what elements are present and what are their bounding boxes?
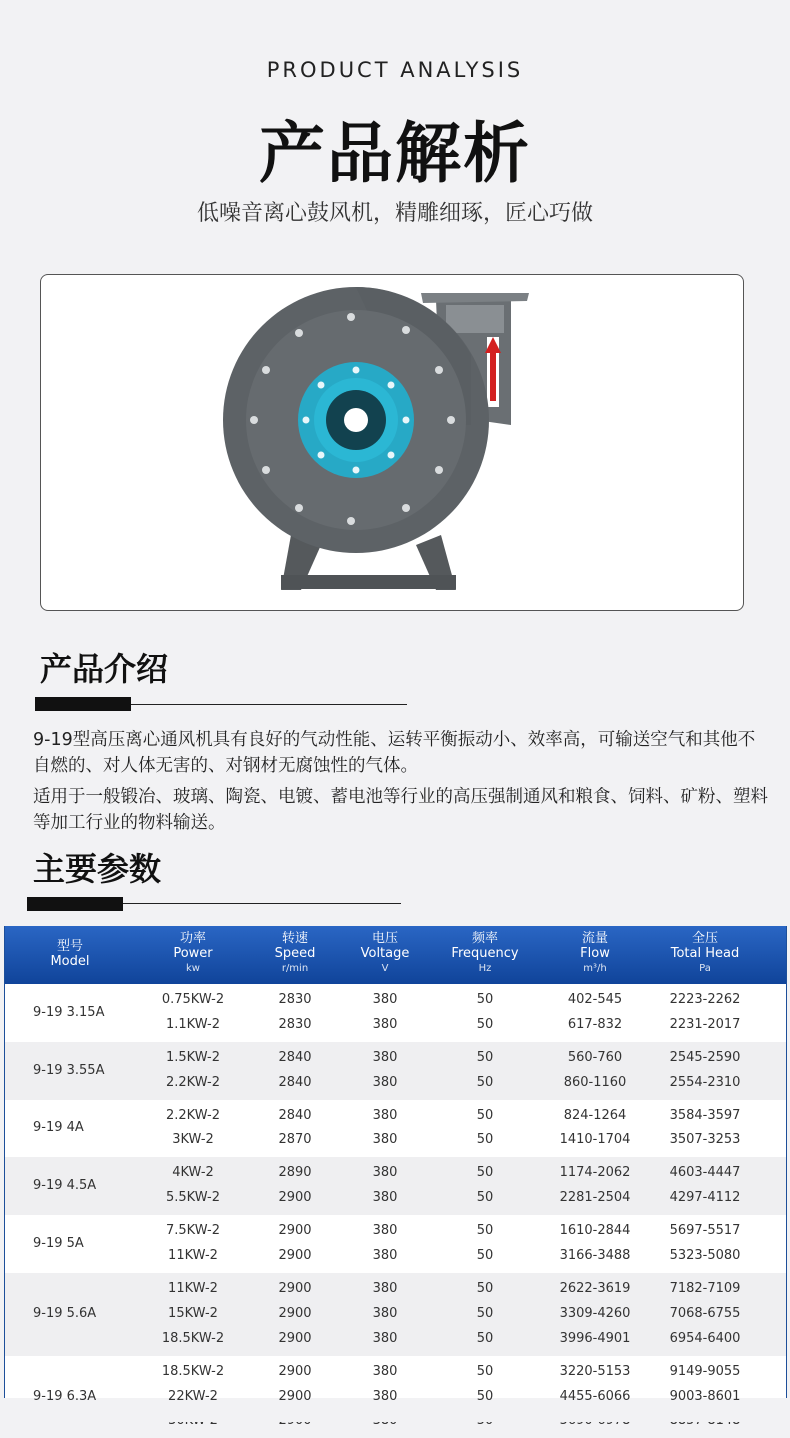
- model-name: 9-19 3.55A: [33, 1062, 105, 1078]
- column-header-cn: 型号: [56, 939, 83, 954]
- intro-paragraph-2: 适用于一般锻冶、玻璃、陶瓷、电镀、蓄电池等行业的高压强制通风和粮食、饲料、矿粉、塑料等加工行业的物料输送。: [33, 787, 768, 833]
- params-title: 主要参数: [33, 850, 162, 888]
- column-header-unit: Hz: [478, 963, 492, 974]
- table-cell: 2830: [278, 992, 312, 1007]
- column-header-unit: kw: [186, 963, 200, 974]
- table-cell: 50: [476, 1248, 494, 1264]
- table-cell: 380: [372, 1363, 398, 1379]
- table-cell: 5323-5080: [669, 1248, 741, 1264]
- table-cell: 6954-6400: [669, 1330, 741, 1346]
- column-header-cn: 全压: [691, 931, 718, 946]
- column-header: [645, 931, 765, 976]
- table-cell: 380: [372, 1049, 398, 1065]
- table-cell: 2622-3619: [559, 1281, 631, 1296]
- table-cell: 4KW-2: [172, 1165, 214, 1181]
- table-cell: 2545-2590: [669, 1049, 741, 1065]
- model-name: 9-19 6.3A: [33, 1389, 97, 1405]
- table-cell: 2900: [278, 1223, 312, 1239]
- table-cell: 50: [476, 1281, 494, 1296]
- table-cell: 3166-3488: [559, 1248, 631, 1264]
- model-group: [5, 1157, 786, 1215]
- table-cell: 380: [372, 1305, 398, 1321]
- table-cell: 2870: [278, 1132, 312, 1148]
- table-cell: 50: [476, 1049, 494, 1065]
- model-group: [5, 1215, 786, 1273]
- column-header-cn: 流量: [581, 931, 608, 946]
- table-cell: 380: [372, 1281, 398, 1296]
- table-cell: 2900: [278, 1305, 312, 1321]
- table-cell: 380: [372, 1165, 398, 1181]
- table-cell: 5.5KW-2: [165, 1190, 221, 1206]
- column-header-en: Frequency: [451, 946, 519, 961]
- model-name: 9-19 4.5A: [33, 1178, 97, 1194]
- table-header: [5, 926, 786, 984]
- page-subtitle: 低噪音离心鼓风机，精雕细琢，匠心巧做: [196, 201, 593, 226]
- model-group: [5, 1100, 786, 1158]
- table-cell: 7.5KW-2: [165, 1223, 221, 1239]
- table-cell: 3996-4901: [559, 1330, 631, 1346]
- table-cell: 2.2KW-2: [165, 1074, 221, 1090]
- table-cell: 50: [476, 1165, 494, 1181]
- table-cell: 1.5KW-2: [165, 1049, 221, 1065]
- table-cell: 2223-2262: [669, 992, 741, 1007]
- table-cell: 617-832: [567, 1016, 623, 1032]
- model-group: [5, 984, 786, 1042]
- column-header-cn: 功率: [179, 931, 206, 946]
- table-cell: 3220-5153: [559, 1363, 631, 1379]
- table-cell: 2840: [278, 1049, 312, 1065]
- table-cell: 50: [476, 1016, 494, 1032]
- table-cell: 3584-3597: [669, 1107, 741, 1123]
- model-name: 9-19 3.15A: [33, 1004, 105, 1020]
- table-cell: 2900: [278, 1190, 312, 1206]
- table-cell: 380: [372, 1107, 398, 1123]
- table-cell: 560-760: [567, 1049, 623, 1065]
- table-cell: 380: [372, 1016, 398, 1032]
- model-name: 9-19 5.6A: [33, 1306, 97, 1322]
- table-cell: 22KW-2: [168, 1388, 218, 1404]
- table-cell: 2890: [278, 1165, 312, 1181]
- table-cell: 7182-7109: [669, 1281, 741, 1296]
- intro-title: 产品介绍: [40, 650, 169, 688]
- table-cell: 3KW-2: [172, 1132, 214, 1148]
- model-group: [5, 1356, 786, 1438]
- table-cell: 2281-2504: [559, 1190, 631, 1206]
- table-cell: 380: [372, 1132, 398, 1148]
- table-cell: 1174-2062: [559, 1165, 631, 1181]
- table-cell: 380: [372, 1388, 398, 1404]
- table-cell: 1610-2844: [559, 1223, 631, 1239]
- table-cell: 0.75KW-2: [161, 992, 225, 1007]
- table-cell: 2900: [278, 1388, 312, 1404]
- table-cell: 11KW-2: [168, 1248, 218, 1264]
- table-cell: 2840: [278, 1074, 312, 1090]
- column-header-en: Speed: [274, 946, 316, 961]
- table-cell: 50: [476, 1223, 494, 1239]
- table-cell: 3507-3253: [669, 1132, 741, 1148]
- table-cell: 402-545: [567, 992, 623, 1007]
- table-cell: 4297-4112: [669, 1190, 741, 1206]
- table-cell: 1.1KW-2: [165, 1016, 221, 1032]
- table-cell: 3309-4260: [559, 1305, 631, 1321]
- table-cell: 5697-5517: [669, 1223, 741, 1239]
- column-header-cn: 电压: [371, 931, 398, 946]
- column-header-unit: r/min: [281, 963, 309, 974]
- column-header: [425, 931, 545, 976]
- table-cell: 2900: [278, 1248, 312, 1264]
- table-cell: 50: [476, 1305, 494, 1321]
- table-cell: 2231-2017: [669, 1016, 741, 1032]
- column-header-cn: 转速: [281, 931, 308, 946]
- column-header-en: Flow: [580, 946, 610, 961]
- table-cell: 50: [476, 1190, 494, 1206]
- intro-divider-accent: [35, 697, 131, 711]
- column-header-unit: Pa: [699, 963, 711, 974]
- table-cell: 2554-2310: [669, 1074, 741, 1090]
- table-cell: 9149-9055: [669, 1363, 741, 1379]
- table-cell: 380: [372, 992, 398, 1007]
- column-header-unit: V: [381, 963, 389, 974]
- table-cell: 380: [372, 1223, 398, 1239]
- column-header-en: Total Head: [670, 946, 740, 961]
- params-divider-accent: [27, 897, 123, 911]
- table-cell: 50: [476, 1388, 494, 1404]
- table-cell: 50: [476, 1330, 494, 1346]
- table-cell: 50: [476, 1107, 494, 1123]
- table-cell: 18.5KW-2: [161, 1363, 225, 1379]
- column-header-en: Voltage: [360, 946, 410, 961]
- centrifugal-fan-illustration: [41, 275, 743, 610]
- table-cell: 1410-1704: [559, 1132, 631, 1148]
- table-cell: 380: [372, 1190, 398, 1206]
- table-cell: 50: [476, 1132, 494, 1148]
- table-cell: 860-1160: [563, 1074, 627, 1090]
- table-cell: 50: [476, 1363, 494, 1379]
- table-cell: 380: [372, 1074, 398, 1090]
- intro-paragraph-1: 9-19型高压离心通风机具有良好的气动性能、运转平衡振动小、效率高，可输送空气和其他不自燃的、对人体无害的、对钢材无腐蚀性的气体。: [33, 730, 756, 776]
- table-cell: 2900: [278, 1330, 312, 1346]
- column-header-en: Model: [50, 954, 90, 969]
- table-cell: 7068-6755: [669, 1305, 741, 1321]
- table-cell: 380: [372, 1330, 398, 1346]
- table-cell: 50: [476, 1074, 494, 1090]
- bottom-band: [0, 1404, 790, 1422]
- table-cell: 18.5KW-2: [161, 1330, 225, 1346]
- table-cell: 2840: [278, 1107, 312, 1123]
- column-header-cn: 频率: [471, 931, 498, 946]
- table-cell: 15KW-2: [168, 1305, 218, 1321]
- product-photo: [40, 274, 744, 611]
- table-cell: 2830: [278, 1016, 312, 1032]
- table-cell: 2.2KW-2: [165, 1107, 221, 1123]
- table-cell: 2900: [278, 1363, 312, 1379]
- table-cell: 824-1264: [563, 1107, 627, 1123]
- model-group: [5, 1273, 786, 1356]
- column-header: [10, 939, 130, 969]
- table-cell: 380: [372, 1248, 398, 1264]
- table-cell: 11KW-2: [168, 1281, 218, 1296]
- model-group: [5, 1042, 786, 1100]
- model-name: 9-19 5A: [33, 1236, 84, 1252]
- column-header-unit: m³/h: [583, 963, 607, 974]
- table-cell: 4455-6066: [559, 1388, 631, 1404]
- parameters-table: [4, 926, 787, 1405]
- model-name: 9-19 4A: [33, 1120, 84, 1136]
- column-header: [535, 931, 655, 976]
- page-title-en: PRODUCT ANALYSIS: [266, 58, 524, 82]
- table-cell: 4603-4447: [669, 1165, 741, 1181]
- table-cell: 50: [476, 992, 494, 1007]
- table-cell: 9003-8601: [669, 1388, 741, 1404]
- column-header-en: Power: [173, 946, 213, 961]
- table-cell: 2900: [278, 1281, 312, 1296]
- page-title-cn: 产品解析: [259, 115, 531, 192]
